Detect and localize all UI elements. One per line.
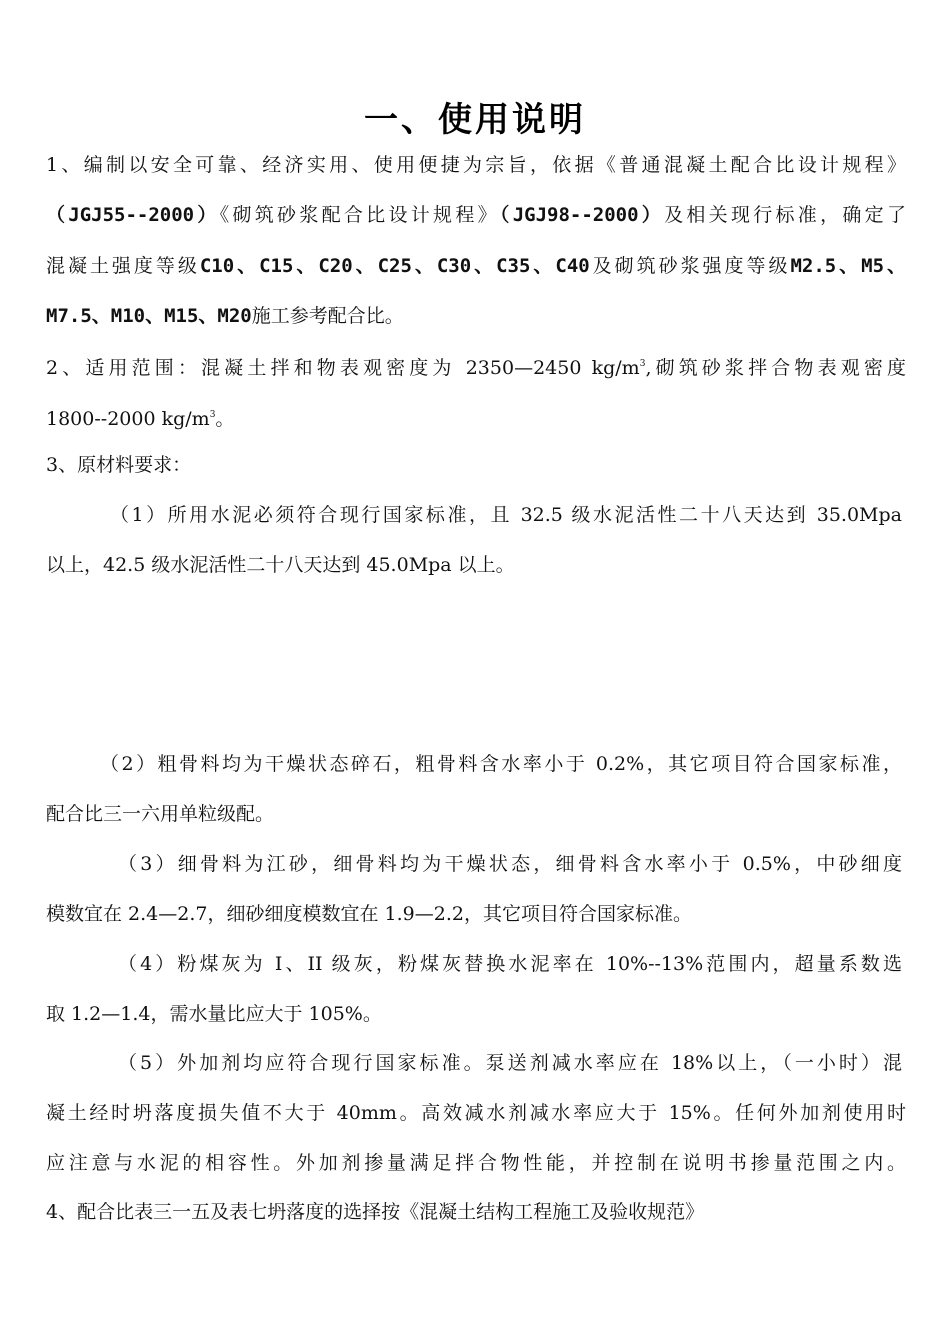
standard-title-mortar: 《砌筑砂浆配合比设计规程》 xyxy=(219,204,500,226)
item3-line1: （3）细骨料为江砂，细骨料均为干燥状态，细骨料含水率小于 0.5%，中砂细度 xyxy=(118,853,902,875)
item4-line2: 取 1.2—1.4，需水量比应大于 105%。 xyxy=(46,1003,382,1025)
section2-line2-tail: 。 xyxy=(215,408,235,430)
item5-line2: 凝土经时坍落度损失值不大于 40mm。高效减水剂减水率应大于 15%。任何外加剂使用时 xyxy=(46,1102,906,1124)
section4-line1: 4、配合比表三一五及表七坍落度的选择按《混凝土结构工程施工及验收规范》 xyxy=(46,1201,705,1223)
section3-heading: 3、原材料要求： xyxy=(46,454,192,476)
standard-code-jgj98: （JGJ98--2000） xyxy=(499,204,665,226)
section2-line1-text: 2、适用范围：混凝土拌和物表观密度为 2350—2450 kg/m xyxy=(46,357,640,379)
item2-line1: （2）粗骨料均为干燥状态碎石，粗骨料含水率小于 0.2%，其它项目符合国家标准， xyxy=(100,753,902,775)
item4-line1: （4）粉煤灰为 I、II 级灰，粉煤灰替换水泥率在 10%--13%范围内，超量系数选 xyxy=(118,953,902,975)
mortar-grades-part1: M2.5、M5、 xyxy=(790,255,906,277)
section1-line3 xyxy=(46,253,906,279)
section2-line2 xyxy=(46,402,906,432)
mortar-grades-part2: M7.5、M10、M15、M20 xyxy=(46,305,252,327)
page-title: 一、使用说明 xyxy=(364,100,586,140)
item5-line1: （5）外加剂均应符合现行国家标准。泵送剂减水率应在 18%以上，（一小时）混 xyxy=(118,1052,902,1074)
standard-code-jgj55: （JGJ55--2000） xyxy=(46,204,220,226)
section2-line1 xyxy=(46,351,906,381)
item3-line2: 模数宜在 2.4—2.7，细砂细度模数宜在 1.9—2.2，其它项目符合国家标准。 xyxy=(46,903,692,925)
item5-line3: 应注意与水泥的相容性。外加剂掺量满足拌合物性能，并控制在说明书掺量范围之内。 xyxy=(46,1152,906,1174)
section1-line2-tail: 及相关现行标准，确定了 xyxy=(664,204,906,226)
concrete-grade-label: 混凝土强度等级 xyxy=(46,255,200,277)
item1-line1: （1）所用水泥必须符合现行国家标准，且 32.5 级水泥活性二十八天达到 35.0Mpa xyxy=(110,504,902,526)
section2-line2-text: 1800--2000 kg/m xyxy=(46,408,210,430)
item2-line2: 配合比三一六用单粒级配。 xyxy=(46,803,275,825)
section1-line1: 1、编制以安全可靠、经济实用、使用便捷为宗旨，依据《普通混凝土配合比设计规程》 xyxy=(46,154,906,176)
section1-line4-tail: 施工参考配合比。 xyxy=(251,305,404,327)
unit-superscript: 3 xyxy=(209,410,216,420)
section1-line2 xyxy=(46,202,906,228)
section2-line1-tail: ,砌筑砂浆拌合物表观密度 xyxy=(645,357,906,379)
item1-line2: 以上，42.5 级水泥活性二十八天达到 45.0Mpa 以上。 xyxy=(46,554,515,576)
mortar-grade-label: 及砌筑砂浆强度等级 xyxy=(589,255,791,277)
section1-line4 xyxy=(46,303,906,329)
concrete-grades: C10、C15、C20、C25、C30、C35、C40 xyxy=(199,255,590,277)
unit-superscript: 3 xyxy=(639,359,646,369)
